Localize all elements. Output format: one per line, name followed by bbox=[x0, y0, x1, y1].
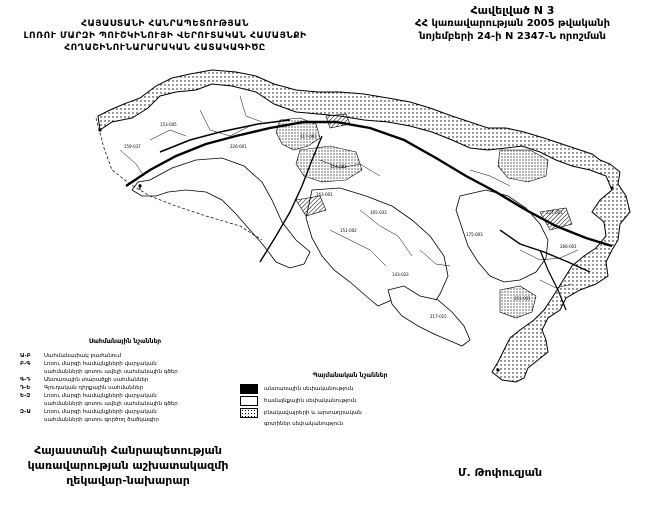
legend-code: Դ-Ե bbox=[20, 385, 31, 391]
parcel-label: 226-001 bbox=[230, 144, 247, 149]
symbol-row bbox=[240, 408, 460, 418]
legend-row bbox=[20, 392, 230, 400]
legend-text: Լոռու մարզի համայնքների վարչական bbox=[44, 393, 157, 399]
legend-text: Լոռու մարզի համայնքների վարչական bbox=[44, 361, 157, 367]
legend-text: Գյուղական դիրքային սահմաններ bbox=[44, 385, 144, 391]
legend-row bbox=[20, 376, 230, 384]
swatch-empty bbox=[240, 396, 258, 406]
swatch-solid bbox=[240, 384, 258, 394]
community-land-west bbox=[132, 158, 310, 268]
parcel-label: 317-003 bbox=[300, 134, 317, 139]
map-title-line-1: ՀԱՅԱՍՏԱՆԻ ՀԱՆՐԱՊԵՏՈՒԹՅԱՆ bbox=[81, 19, 249, 29]
annex-decree-line-1: ՀՀ կառավարության 2005 թվականի bbox=[414, 18, 611, 29]
parcel-label: 163-001 bbox=[316, 192, 333, 197]
legend-text: Անտառային տարածքի սահմաններ bbox=[44, 377, 149, 383]
legend-row bbox=[20, 360, 230, 368]
legend-row bbox=[20, 384, 230, 392]
symbol-row bbox=[240, 384, 460, 394]
annex-number: Հավելված N 3 bbox=[470, 4, 555, 17]
signatory-title bbox=[8, 443, 248, 488]
parcel-label: 153-045 bbox=[160, 122, 177, 127]
legend-text: Լոռու մարզի համայնքների վարչական bbox=[44, 409, 157, 415]
parcel-label: 324-001 bbox=[330, 164, 347, 169]
symbol-row bbox=[240, 396, 460, 406]
map-title-line-3: ՀՈՂԱՇԻՆՈՒՆԱՐԱՐԱԿԱՆ ՀԱՏԱԿԱԳԻԾԸ bbox=[64, 43, 266, 53]
legend-code: Ա-Բ bbox=[20, 353, 31, 359]
parcel-label: 143-023 bbox=[392, 272, 409, 277]
legend-code: Զ-Ա bbox=[20, 409, 31, 415]
parcel-label: 217-015 bbox=[430, 314, 447, 319]
legend-row bbox=[20, 416, 230, 424]
legend-code bbox=[20, 400, 44, 408]
legend-code: Բ-Գ bbox=[20, 361, 31, 367]
settlement-zone-southeast bbox=[500, 286, 536, 318]
legend-text: սահմանների գոտու ավելի սահմանային գծեր bbox=[44, 401, 178, 407]
parcel-label: 159-037 bbox=[124, 144, 141, 149]
legend-row bbox=[20, 368, 230, 376]
boundary-legend-heading: Սահմանային նշաններ bbox=[88, 338, 162, 345]
legend-code: Գ-Դ bbox=[20, 377, 31, 383]
legend-code bbox=[20, 368, 44, 376]
symbol-row bbox=[240, 420, 460, 428]
settlement-zone-east bbox=[498, 150, 548, 182]
symbol-legend bbox=[240, 372, 460, 430]
parcel-label: 151-002 bbox=[340, 228, 357, 233]
parcel-label: 165-033 bbox=[370, 210, 387, 215]
symbol-text: բնակավայրերի և արտադրական bbox=[264, 410, 362, 416]
parcel-label: 251-001 bbox=[514, 296, 531, 301]
map-title-line-2: ԼՈՌՈՒ ՄԱՐԶԻ ՊՈՒՇԿԻՆՈՒՅԻ ՎԵՐՈՒՏԱԿԱՆ ՀԱՄԱՅՆՔԻ bbox=[23, 31, 307, 41]
signatory-title-line-1: Հայաստանի Հանրապետության bbox=[34, 444, 222, 457]
symbol-legend-heading: Պայմանական նշաններ bbox=[312, 372, 388, 379]
symbol-text: համայնքային սեփականություն bbox=[264, 398, 357, 404]
signatory-title-line-2: կառավարության աշխատակազմի bbox=[27, 459, 229, 472]
parcel-label: 227-001 bbox=[546, 210, 563, 215]
community-land-central bbox=[306, 188, 448, 306]
signatory-title-line-3: ղեկավար-նախարար bbox=[66, 474, 190, 487]
legend-code: Ե-Զ bbox=[20, 393, 31, 399]
legend-row bbox=[20, 408, 230, 416]
legend-text: Սահմանափակ բաժանում bbox=[44, 353, 122, 359]
parcel-label: 175-003 bbox=[466, 232, 483, 237]
symbol-text: անտառային սեփականություն bbox=[264, 386, 354, 392]
legend-row bbox=[20, 352, 230, 360]
annex-decree-line-2: նոյեմբերի 24-ի N 2347-Ն որոշման bbox=[419, 31, 606, 42]
legend-text: սահմանների գոտու ավելի սահմանային գծեր bbox=[44, 369, 178, 375]
legend-text: սահմանների գոտու գործող ծածկագիր bbox=[44, 417, 159, 423]
legend-row bbox=[20, 400, 230, 408]
legend-code bbox=[20, 416, 44, 424]
boundary-legend bbox=[20, 338, 230, 424]
symbol-text: գոտիներ սեփականություն bbox=[264, 421, 343, 427]
parcel-label: 266-001 bbox=[560, 244, 577, 249]
swatch-dots bbox=[240, 408, 258, 418]
signatory-name: Մ. Թոփուզյան bbox=[457, 466, 543, 479]
